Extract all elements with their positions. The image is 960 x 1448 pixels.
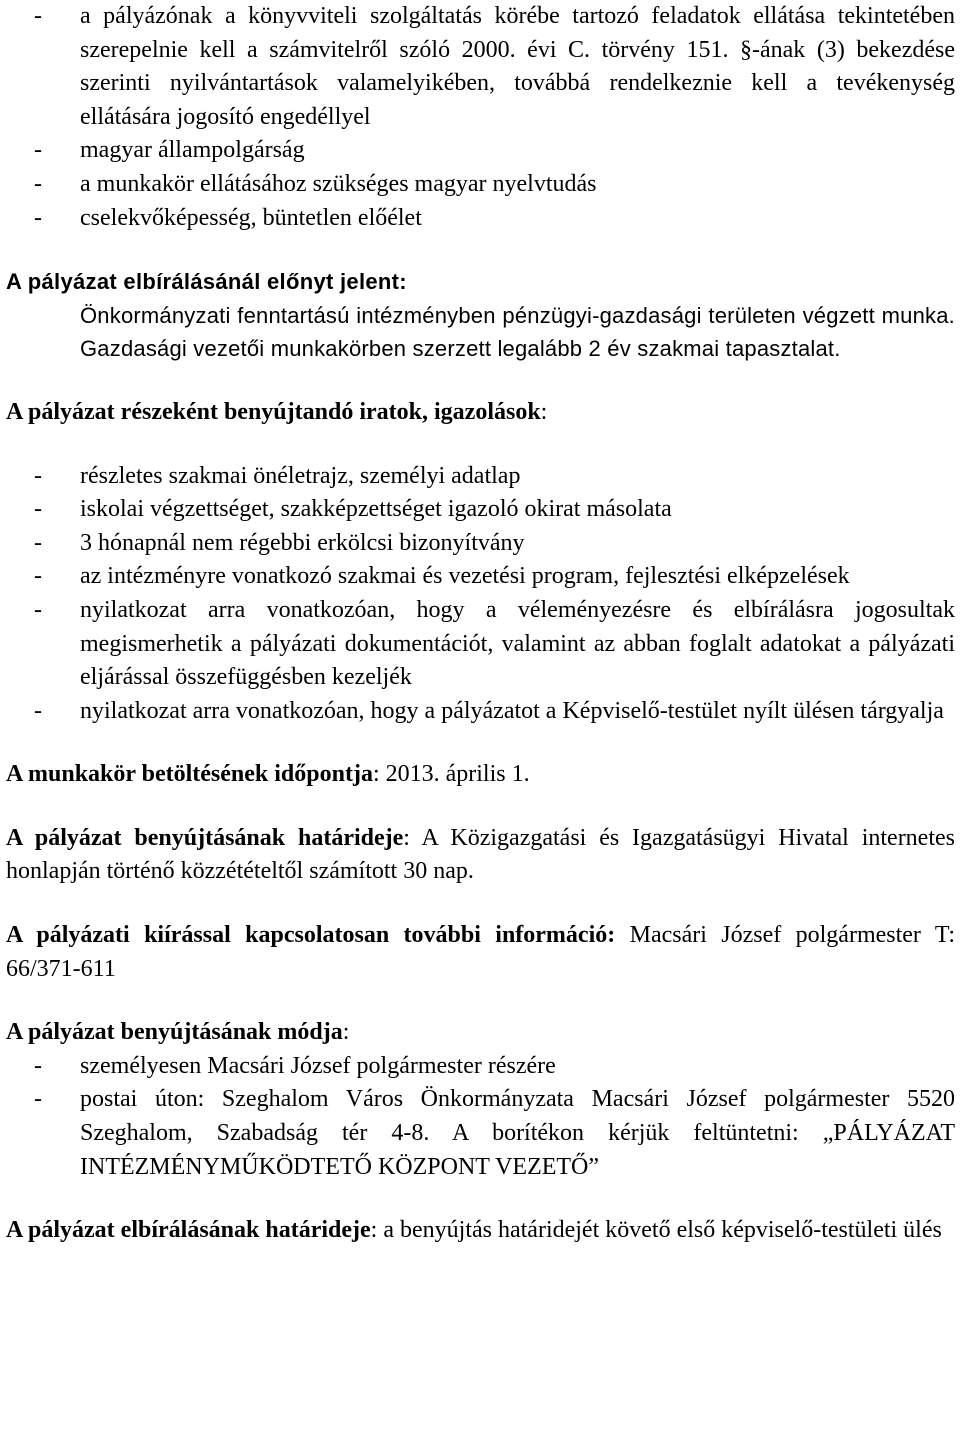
bullet-dash: -: [34, 496, 42, 523]
document-page: [6, 0, 955, 1248]
start-date: A munkakör betöltésének időpontja: 2013. április 1.: [6, 761, 530, 788]
submission-heading: A pályázat benyújtásának módja:: [6, 1019, 350, 1046]
list-item: - nyilatkozat arra vonatkozóan, hogy a véleményezésre és elbírálásra jogosultak megismerhetik a pályázati dokumentációt, valamint az abban foglalt adatokat a pályázati eljárással összefüggésben kezeljék: [6, 594, 955, 695]
documents-section: [6, 396, 955, 728]
list-item: - a pályázónak a könyvviteli szolgáltatás körébe tartozó feladatok ellátása tekintetében szerepelnie kell a számvitelről szóló 2000. évi C. törvény 151. §-ának (3) bekezdése szerinti nyilvántartások valamelyikében, továbbá rendelkeznie kell a tevékenység ellátására jogosító engedéllyel: [6, 0, 955, 134]
evaluation-deadline: A pályázat elbírálásának határideje: a benyújtás határidejét követő első képviselő-testületi ülés: [6, 1217, 942, 1244]
submission-deadline: A pályázat benyújtásának határideje: A Közigazgatási és Igazgatásügyi Hivatal internetes honlapján történő közzétételtől számított 30 nap.: [6, 824, 955, 885]
bullet-dash: -: [34, 462, 42, 489]
bullet-dash: -: [34, 563, 42, 590]
bullet-dash: -: [34, 170, 42, 197]
list-item: - cselekvőképesség, büntetlen előélet: [6, 202, 955, 236]
advantage-heading: A pályázat elbírálásánál előnyt jelent:: [6, 269, 407, 295]
list-item: - iskolai végzettséget, szakképzettséget igazoló okirat másolata: [6, 493, 955, 527]
further-information: A pályázati kiírással kapcsolatosan további információ: Macsári József polgármester T: 66/371-611: [6, 922, 956, 982]
bullet-dash: -: [34, 1052, 42, 1079]
list-item: - postai úton: Szeghalom Város Önkormányzata Macsári József polgármester 5520 Szeghalom, Szabadság tér 4-8. A borítékon kérjük feltüntetni: „PÁLYÁZAT INTÉZMÉNYMŰKÖDTETŐ KÖZPONT VEZETŐ”: [6, 1083, 955, 1184]
advantage-text: Önkormányzati fenntartású intézményben pénzügyi-gazdasági területen végzett munka. Gazdasági vezetői munkakörben szerzett legalább 2 év szakmai tapasztalat.: [80, 302, 955, 362]
bullet-dash: -: [34, 596, 42, 623]
bullet-dash: -: [34, 529, 42, 556]
documents-heading: A pályázat részeként benyújtandó iratok, igazolások:: [6, 398, 548, 425]
list-item: - részletes szakmai önéletrajz, személyi adatlap: [6, 460, 955, 494]
requirements-list: [6, 0, 955, 235]
list-item: - nyilatkozat arra vonatkozóan, hogy a pályázatot a Képviselő-testület nyílt ülésen tárgyalja: [6, 695, 955, 729]
bullet-dash: -: [34, 3, 42, 29]
list-item: - az intézményre vonatkozó szakmai és vezetési program, fejlesztési elképzelések: [6, 560, 955, 594]
bullet-dash: -: [34, 697, 42, 724]
list-item: - a munkakör ellátásához szükséges magyar nyelvtudás: [6, 168, 955, 202]
list-item: - 3 hónapnál nem régebbi erkölcsi bizonyítvány: [6, 527, 955, 561]
list-item: - magyar állampolgárság: [6, 134, 955, 168]
bullet-dash: -: [34, 1086, 42, 1113]
bullet-dash: -: [34, 204, 42, 231]
advantage-section: [6, 265, 955, 366]
submission-method-section: [6, 1016, 955, 1184]
list-item: - személyesen Macsári József polgármester részére: [6, 1050, 955, 1084]
bullet-dash: -: [34, 137, 42, 164]
